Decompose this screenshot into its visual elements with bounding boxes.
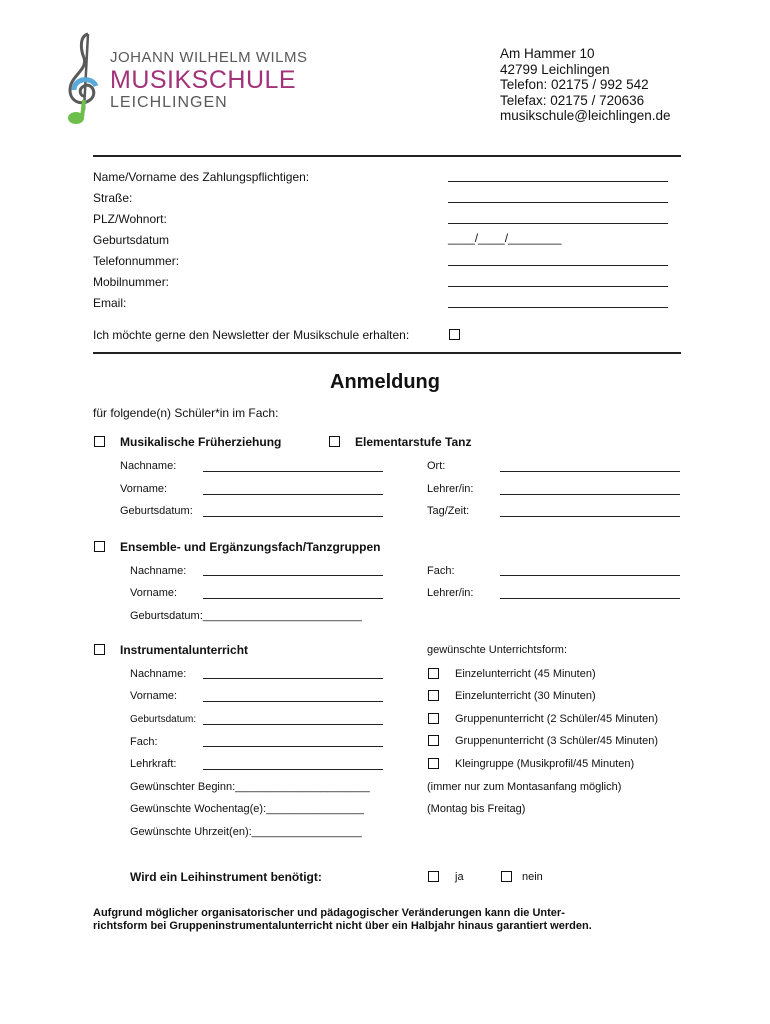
early-place-field[interactable] xyxy=(500,471,680,472)
instrument-birth-field[interactable] xyxy=(203,724,383,725)
instrument-firstname-field[interactable] xyxy=(203,701,383,702)
rental-question: Wird ein Leihinstrument benötigt: xyxy=(130,870,322,884)
payer-email-field[interactable] xyxy=(448,307,668,308)
instrument-subject-label: Fach: xyxy=(130,736,158,748)
dance-label: Elementarstufe Tanz xyxy=(355,435,472,449)
ensemble-subject-field[interactable] xyxy=(500,575,680,576)
lesson-form-checkbox-4[interactable] xyxy=(428,735,439,746)
early-birth-label: Geburtsdatum: xyxy=(120,505,193,517)
payer-mobile-label: Mobilnummer: xyxy=(93,275,170,289)
address-email: musikschule@leichlingen.de xyxy=(500,108,671,123)
payer-birth-label: Geburtsdatum xyxy=(93,233,170,247)
instrument-firstname-label: Vorname: xyxy=(130,690,178,702)
logo-line-2: MUSIKSCHULE xyxy=(110,66,297,94)
payer-name-field[interactable] xyxy=(448,181,668,182)
instrument-lastname-label: Nachname: xyxy=(130,668,187,680)
ensemble-firstname-field[interactable] xyxy=(203,598,383,599)
early-firstname-label: Vorname: xyxy=(120,483,168,495)
early-education-checkbox[interactable] xyxy=(94,436,105,447)
lesson-form-label-1: Einzelunterricht (45 Minuten) xyxy=(455,668,596,680)
payer-plz-field[interactable] xyxy=(448,223,668,224)
payer-mobile-field[interactable] xyxy=(448,286,668,287)
rental-no-label: nein xyxy=(522,871,543,883)
instrument-weekday-field[interactable]: Gewünschte Wochentag(e):________________ xyxy=(130,803,365,815)
early-place-label: Ort: xyxy=(427,460,446,472)
ensemble-teacher-label: Lehrer/in: xyxy=(427,587,474,599)
lesson-form-label-3: Gruppenunterricht (2 Schüler/45 Minuten) xyxy=(455,713,658,725)
treble-clef-icon xyxy=(62,30,106,130)
rental-yes-checkbox[interactable] xyxy=(428,871,439,882)
weekday-note: (Montag bis Freitag) xyxy=(427,803,526,815)
payer-name-label: Name/Vorname des Zahlungspflichtigen: xyxy=(93,170,310,184)
payer-email-label: Email: xyxy=(93,296,127,310)
early-daytime-field[interactable] xyxy=(500,516,680,517)
early-teacher-field[interactable] xyxy=(500,494,680,495)
intro-text: für folgende(n) Schüler*in im Fach: xyxy=(93,406,279,420)
ensemble-label: Ensemble- und Ergänzungsfach/Tanzgruppen xyxy=(120,540,381,554)
early-birth-field[interactable] xyxy=(203,516,383,517)
instrument-time-field[interactable]: Gewünschte Uhrzeit(en):__________________ xyxy=(130,826,362,838)
ensemble-lastname-label: Nachname: xyxy=(130,565,187,577)
instrument-teacher-field[interactable] xyxy=(203,769,383,770)
instrument-subject-field[interactable] xyxy=(203,746,383,747)
payer-street-field[interactable] xyxy=(448,202,668,203)
lesson-form-label-4: Gruppenunterricht (3 Schüler/45 Minuten) xyxy=(455,735,658,747)
lesson-form-checkbox-3[interactable] xyxy=(428,713,439,724)
lesson-form-checkbox-5[interactable] xyxy=(428,758,439,769)
newsletter-label: Ich möchte gerne den Newsletter der Musikschule erhalten: xyxy=(93,328,410,342)
middle-divider xyxy=(93,352,681,354)
footer-note-line-1: Aufgrund möglicher organisatorischer und pädagogischer Veränderungen kann die Unter- xyxy=(93,907,565,919)
lesson-form-checkbox-1[interactable] xyxy=(428,668,439,679)
early-teacher-label: Lehrer/in: xyxy=(427,483,474,495)
ensemble-teacher-field[interactable] xyxy=(500,598,680,599)
logo-line-3: LEICHLINGEN xyxy=(110,94,228,111)
address-city: 42799 Leichlingen xyxy=(500,61,610,77)
instrument-birth-label: Geburtsdatum: xyxy=(130,714,197,725)
start-note: (immer nur zum Montasanfang möglich) xyxy=(427,781,622,793)
ensemble-lastname-field[interactable] xyxy=(203,575,383,576)
page-title: Anmeldung xyxy=(330,371,440,393)
early-firstname-field[interactable] xyxy=(203,494,383,495)
address-block xyxy=(500,46,671,124)
school-logo xyxy=(62,30,308,130)
rental-yes-label: ja xyxy=(455,871,464,883)
instrument-teacher-label: Lehrkraft: xyxy=(130,758,177,770)
payer-plz-label: PLZ/Wohnort: xyxy=(93,212,167,226)
instrument-lastname-field[interactable] xyxy=(203,678,383,679)
instrument-start-field[interactable]: Gewünschter Beginn:______________________ xyxy=(130,781,370,793)
address-phone: Telefon: 02175 / 992 542 xyxy=(500,77,649,92)
payer-phone-field[interactable] xyxy=(448,265,668,266)
address-street: Am Hammer 10 xyxy=(500,46,595,61)
early-lastname-field[interactable] xyxy=(203,471,383,472)
instrument-checkbox[interactable] xyxy=(94,644,105,655)
lesson-form-label-2: Einzelunterricht (30 Minuten) xyxy=(455,690,596,702)
address-fax: Telefax: 02175 / 720636 xyxy=(500,92,645,108)
payer-birth-field[interactable]: ____/____/________ xyxy=(448,231,562,245)
rental-no-checkbox[interactable] xyxy=(501,871,512,882)
ensemble-birth-field[interactable]: Geburtsdatum:__________________________ xyxy=(130,610,362,622)
early-lastname-label: Nachname: xyxy=(120,460,177,472)
ensemble-checkbox[interactable] xyxy=(94,541,105,552)
payer-street-label: Straße: xyxy=(93,191,133,205)
lesson-form-checkbox-2[interactable] xyxy=(428,690,439,701)
ensemble-firstname-label: Vorname: xyxy=(130,587,178,599)
ensemble-subject-label: Fach: xyxy=(427,565,455,577)
early-daytime-label: Tag/Zeit: xyxy=(427,505,470,517)
lesson-form-label-5: Kleingruppe (Musikprofil/45 Minuten) xyxy=(455,758,635,770)
top-divider xyxy=(93,155,681,157)
instrument-label: Instrumentalunterricht xyxy=(120,643,249,657)
dance-checkbox[interactable] xyxy=(329,436,340,447)
payer-phone-label: Telefonnummer: xyxy=(93,254,180,268)
newsletter-checkbox[interactable] xyxy=(449,329,460,340)
footer-note-line-2: richtsform bei Gruppeninstrumentalunterricht nicht über ein Halbjahr hinaus garantiert werden. xyxy=(93,920,592,932)
early-education-label: Musikalische Früherziehung xyxy=(120,435,282,449)
logo-line-1: JOHANN WILHELM WILMS xyxy=(110,49,308,66)
lesson-form-heading: gewünschte Unterrichtsform: xyxy=(427,644,567,656)
